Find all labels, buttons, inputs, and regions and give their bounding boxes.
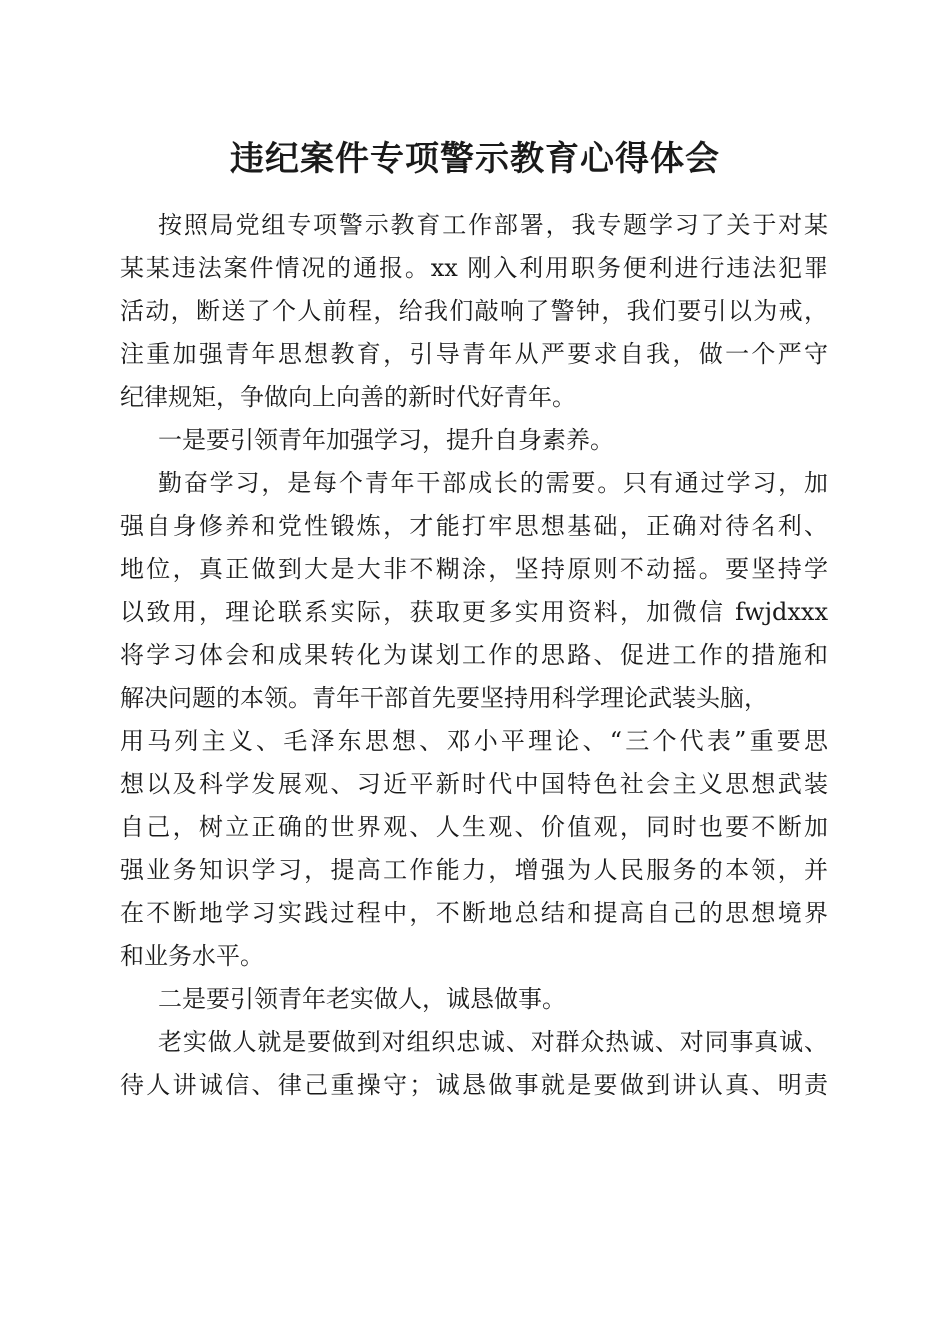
text-line: 解决问题的本领。青年干部首先要坚持用科学理论武装头脑， [120, 684, 768, 712]
text-line: 想以及科学发展观、习近平新时代中国特色社会主义思想武装 [120, 770, 828, 798]
text-line: 纪律规矩，争做向上向善的新时代好青年。 [120, 383, 576, 411]
section-heading-1 [120, 419, 828, 462]
text-line: 注重加强青年思想教育，引导青年从严要求自我，做一个严守 [120, 340, 828, 368]
text-line: 强业务知识学习，提高工作能力，增强为人民服务的本领，并 [120, 856, 828, 884]
text-line: 按照局党组专项警示教育工作部署，我专题学习了关于对某 [158, 211, 828, 239]
text-line: 用马列主义、毛泽东思想、邓小平理论、“三个代表”重要思 [120, 727, 828, 755]
text-line: 在不断地学习实践过程中，不断地总结和提高自己的思想境界 [120, 899, 828, 927]
text-line: 待人讲诚信、律己重操守；诚恳做事就是要做到讲认真、明责 [120, 1071, 828, 1099]
text-line: 活动，断送了个人前程，给我们敲响了警钟，我们要引以为戒， [120, 297, 828, 325]
section-heading-2 [120, 978, 828, 1021]
text-line: 某某违法案件情况的通报。xx 刚入利用职务便利进行违法犯罪 [120, 254, 828, 282]
text-line: 将学习体会和成果转化为谋划工作的思路、促进工作的措施和 [120, 641, 828, 669]
text-line: 以致用，理论联系实际，获取更多实用资料，加微信 fwjdxxx [120, 598, 828, 626]
document-title: 违纪案件专项警示教育心得体会 [230, 139, 720, 179]
text-line: 强自身修养和党性锻炼，才能打牢思想基础，正确对待名利、 [120, 512, 828, 540]
paragraph-study [120, 462, 828, 978]
paragraph-integrity [120, 1021, 828, 1107]
paragraph-intro [120, 204, 828, 419]
document-body [120, 204, 828, 1107]
text-line: 自己，树立正确的世界观、人生观、价值观，同时也要不断加 [120, 813, 828, 841]
text-line: 勤奋学习，是每个青年干部成长的需要。只有通过学习，加 [158, 469, 828, 497]
text-line: 和业务水平。 [120, 942, 264, 970]
section-heading-text: 二是要引领青年老实做人，诚恳做事。 [158, 985, 566, 1013]
section-heading-text: 一是要引领青年加强学习，提升自身素养。 [158, 426, 614, 454]
text-line: 老实做人就是要做到对组织忠诚、对群众热诚、对同事真诚、 [158, 1028, 828, 1056]
text-line: 地位，真正做到大是大非不糊涂，坚持原则不动摇。要坚持学 [120, 555, 828, 583]
